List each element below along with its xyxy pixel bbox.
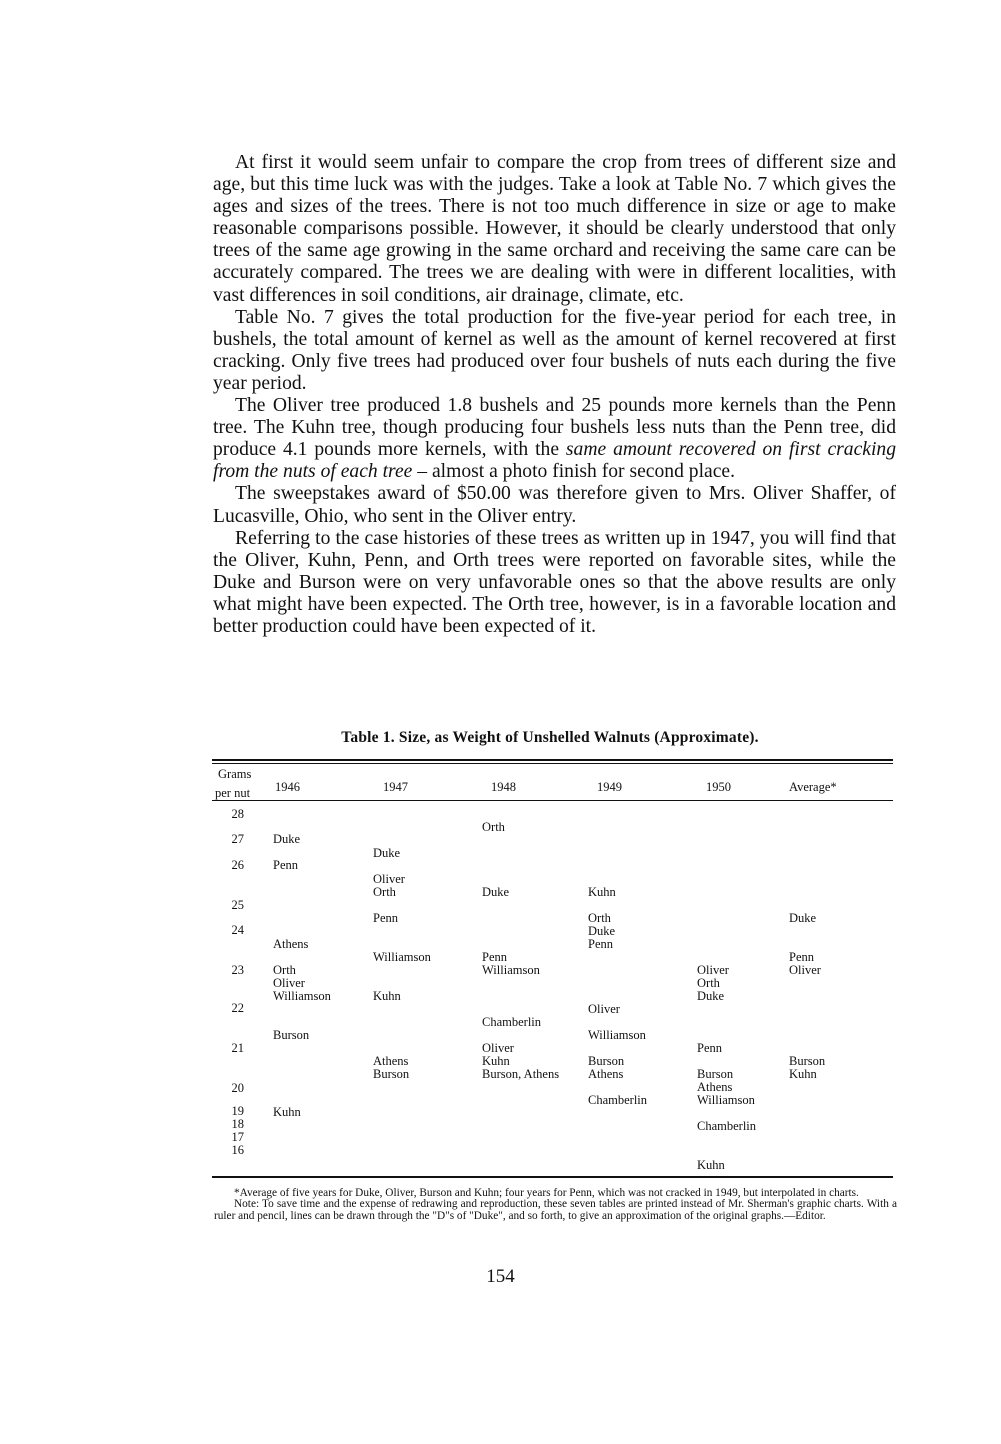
column-header-1949: 1949 bbox=[597, 780, 622, 794]
paragraph-production: Table No. 7 gives the total production for the five-year period for each tree, in bushels, the total amount of kernel as well as the amount of kernel recovered at first cracking. Only five trees had produced over four bushels of nuts each during the five year period. bbox=[213, 306, 896, 394]
tree-entry: Duke bbox=[482, 885, 510, 899]
table-title: Table 1. Size, as Weight of Unshelled Walnuts (Approximate). bbox=[341, 729, 759, 746]
y-label: 17 bbox=[231, 1130, 244, 1144]
paragraph-oliver-kuhn bbox=[213, 395, 896, 483]
tree-entry: Penn bbox=[697, 1041, 722, 1055]
tree-entry: Williamson bbox=[697, 1093, 755, 1107]
header-row-label bbox=[215, 768, 251, 800]
y-label: 21 bbox=[231, 1041, 244, 1055]
tree-entry: Orth bbox=[373, 885, 396, 899]
tree-entry: Chamberlin bbox=[697, 1119, 757, 1133]
tree-entry: Athens bbox=[373, 1054, 409, 1068]
tree-entry: Duke bbox=[588, 924, 616, 938]
tree-entry: Burson bbox=[697, 1067, 734, 1081]
y-label: 25 bbox=[231, 898, 244, 912]
y-label: 18 bbox=[231, 1117, 244, 1131]
header-bottom-rule bbox=[212, 800, 893, 801]
tree-entry: Orth bbox=[482, 820, 505, 834]
table-top-rule bbox=[212, 759, 893, 761]
tree-entry: Burson bbox=[789, 1054, 826, 1068]
tree-entry: Penn bbox=[482, 950, 507, 964]
tree-entry: Duke bbox=[697, 989, 725, 1003]
column-header-1947: 1947 bbox=[383, 780, 408, 794]
paragraph-text: – almost a photo finish for second place. bbox=[412, 461, 736, 483]
table-bottom-rule bbox=[212, 1176, 893, 1178]
tree-entry: Oliver bbox=[697, 963, 729, 977]
column-header-1948: 1948 bbox=[491, 780, 516, 794]
tree-entry: Kuhn bbox=[482, 1054, 510, 1068]
footnote-average: *Average of five years for Duke, Oliver, Burson and Kuhn; four years for Penn, which was not cracked in 1949, but interpolated in charts. bbox=[234, 1187, 859, 1199]
tree-entry: Athens bbox=[273, 937, 309, 951]
tree-entry: Kuhn bbox=[588, 885, 616, 899]
tree-entry: Oliver bbox=[789, 963, 821, 977]
italic-emphasis: same amount recovered on first cracking from the nuts of each tree bbox=[213, 439, 896, 483]
tree-entry: Oliver bbox=[588, 1002, 620, 1016]
tree-entry: Athens bbox=[697, 1080, 733, 1094]
tree-entry: Burson bbox=[373, 1067, 410, 1081]
body-text bbox=[213, 152, 896, 638]
column-header-average: Average* bbox=[789, 780, 837, 794]
paragraph-case-histories: Referring to the case histories of these trees as written up in 1947, you will find that the Oliver, Kuhn, Penn, and Orth trees were reported on favorable sites, while the Duke and Burson were on very unfavorable ones so that the above results are only what might have been expected. The Orth tree, however, is in a favorable location and better production could have been expected of it. bbox=[213, 527, 896, 637]
y-label: 20 bbox=[231, 1081, 244, 1095]
page-number: 154 bbox=[486, 1266, 515, 1287]
footnotes bbox=[214, 1188, 897, 1222]
tree-entry: Kuhn bbox=[373, 989, 401, 1003]
y-label: 26 bbox=[231, 858, 244, 872]
tree-entry: Orth bbox=[697, 976, 720, 990]
tree-entry: Burson bbox=[588, 1054, 625, 1068]
tree-entry: Williamson bbox=[588, 1028, 646, 1042]
tree-entry: Duke bbox=[373, 846, 401, 860]
y-label: 28 bbox=[231, 807, 244, 821]
header-grams: Grams bbox=[218, 767, 252, 781]
table-top-rule-2 bbox=[212, 763, 893, 764]
tree-entry: Williamson bbox=[373, 950, 431, 964]
y-label: 23 bbox=[231, 963, 244, 977]
column-header-1950: 1950 bbox=[706, 780, 731, 794]
tree-entry: Burson, Athens bbox=[482, 1067, 560, 1081]
tree-entry: Athens bbox=[588, 1067, 624, 1081]
y-label: 24 bbox=[231, 923, 244, 937]
tree-entry: Oliver bbox=[482, 1041, 514, 1055]
tree-entry: Penn bbox=[373, 911, 398, 925]
tree-entry: Kuhn bbox=[697, 1158, 725, 1172]
tree-entry: Chamberlin bbox=[588, 1093, 648, 1107]
tree-entry: Penn bbox=[588, 937, 613, 951]
y-label: 27 bbox=[231, 832, 244, 846]
y-label: 19 bbox=[231, 1104, 244, 1118]
tree-entry: Orth bbox=[273, 963, 296, 977]
column-header-1946: 1946 bbox=[275, 780, 300, 794]
tree-entry: Williamson bbox=[273, 989, 331, 1003]
tree-entry: Oliver bbox=[273, 976, 305, 990]
header-per-nut: per nut bbox=[215, 786, 251, 800]
y-label: 22 bbox=[231, 1001, 244, 1015]
tree-entry: Orth bbox=[588, 911, 611, 925]
tree-entry: Penn bbox=[273, 858, 298, 872]
tree-entry: Williamson bbox=[482, 963, 540, 977]
tree-entry: Duke bbox=[273, 832, 301, 846]
tree-entry: Penn bbox=[789, 950, 814, 964]
tree-entry: Kuhn bbox=[789, 1067, 817, 1081]
paragraph-comparison: At first it would seem unfair to compare the crop from trees of different size and age, but this time luck was with the judges. Take a look at Table No. 7 which gives the ages and sizes of the trees. There is not too much difference in size or age to make reasonable comparisons possible. However, it should be clearly understood that only trees of the same age growing in the same orchard and receiving the same care can be accurately compared. The trees we are dealing with were in different localities, with vast differences in soil conditions, air drainage, climate, etc. bbox=[213, 152, 896, 306]
paragraph-text: The Oliver tree produced 1.8 bushels and 25 pounds more kernels than the Penn tree. The Kuhn tree, though producing four bushels less nuts than the Penn tree, did produce 4.1 pounds more kernels, with the bbox=[213, 395, 896, 461]
tree-entry: Duke bbox=[789, 911, 817, 925]
footnote-editor-note: Note: To save time and the expense of redrawing and reproduction, these seven tables are printed instead of Mr. Sherman's graphic charts. With a ruler and pencil, lines can be drawn through the "D"s of "Duke", and so forth, to give an approximation of the original graphs.—Editor. bbox=[214, 1198, 897, 1222]
y-label: 16 bbox=[231, 1143, 244, 1157]
tree-entry: Kuhn bbox=[273, 1105, 301, 1119]
tree-entry: Chamberlin bbox=[482, 1015, 542, 1029]
paragraph-award: The sweepstakes award of $50.00 was therefore given to Mrs. Oliver Shaffer, of Lucasville, Ohio, who sent in the Oliver entry. bbox=[213, 483, 896, 527]
tree-entry: Oliver bbox=[373, 872, 405, 886]
tree-entry: Burson bbox=[273, 1028, 310, 1042]
